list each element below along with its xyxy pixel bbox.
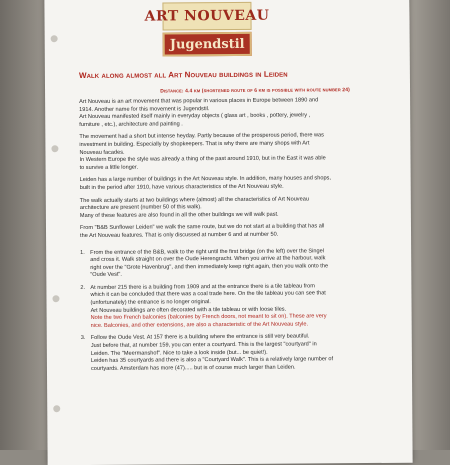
text-line: In Western Europe the style was already a thing of the past around 1910, but in the East it was able	[79, 155, 326, 164]
text-line: "Oude Vest".	[90, 272, 122, 279]
text-line: which it can be concluded that there was a coal trade here. On the tile tableau you can see that	[90, 290, 326, 299]
logo-jugendstil-text: Jugendstil	[163, 32, 252, 57]
heyday-paragraph	[79, 132, 404, 172]
text-line: Leiden has a large number of buildings in the Art Nouveau style. In addition, many houses and shops,	[79, 175, 331, 184]
punch-holes	[50, 0, 61, 465]
punch-hole	[52, 295, 59, 302]
step-number: 1.	[80, 249, 85, 256]
text-line: The walk actually starts at two buildings where (almost) all the characteristics of Art Nouveau	[79, 195, 309, 204]
highlighted-note-line: Note the two French balconies (balconies by French doors, not meant to sit on). These are very	[90, 313, 327, 322]
distance-subtitle: Distance: 4.4 km (shortened route of 6 km is possible with route number 24)	[160, 87, 350, 95]
text-line: courtyards. Amsterdam has more (47)..... but is of course much larger than Leiden.	[90, 364, 296, 372]
text-line: At number 215 there is a building from 1909 and at the entrance there is a tile tableau from	[90, 283, 315, 291]
punch-hole	[51, 145, 58, 152]
background-right	[410, 0, 450, 450]
route-step-2	[80, 283, 405, 331]
text-line: right over the "Grote Havenbrug", and then immediately keep right again, then you walk onto the	[90, 262, 329, 271]
text-line: Just before that, at number 159, you can enter a courtyard. This is the largest "courtyard" in	[90, 341, 317, 349]
page-title: Walk along almost all Art Nouveau buildings in Leiden	[78, 69, 288, 81]
leiden-paragraph	[80, 175, 405, 192]
punch-hole	[53, 405, 60, 412]
text-line: Art Nouveau buildings are often decorated with a tile tableau or with loose tiles.	[90, 306, 287, 314]
route-steps-list	[80, 247, 406, 373]
text-line: From the entrance of the B&B, walk to the right until the first bridge (on the left) over the Singel	[90, 247, 325, 256]
text-line: 1914. Another name for this movement is Jugendstil.	[79, 105, 210, 113]
step-number: 2.	[80, 284, 86, 291]
walk-start-paragraph	[80, 195, 405, 220]
text-line: to survive a little longer.	[79, 164, 139, 171]
art-nouveau-logo	[144, 2, 270, 57]
text-line: Many of these features are also found in all the other buildings we will walk past.	[79, 211, 279, 219]
bnb-paragraph	[80, 223, 405, 240]
text-line: Art Nouveau is an art movement that was popular in various places in Europe between 1890 and	[79, 97, 319, 106]
logo-art-nouveau-text: ART NOUVEAU	[162, 2, 251, 31]
document-page	[44, 0, 412, 465]
text-line: Leiden has 35 courtyards and there is also a "Courtyard Walk". This is a relatively large number of	[90, 356, 334, 365]
text-line: Leiden. The "Meermanshof". Nice to take a look inside (but... be quiet!).	[90, 349, 268, 357]
text-line: built in the period after 1910, have various characteristics of the Art Nouveau style.	[79, 183, 284, 191]
step-number: 3.	[80, 335, 86, 342]
route-step-3	[81, 333, 406, 373]
text-line: (unfortunately) the entrance is no longer original.	[90, 299, 211, 307]
background-left	[0, 0, 48, 450]
text-line: The movement had a short but intense heyday. Partly because of the prosperous period, there was	[79, 132, 324, 141]
highlighted-note-line: nice. Balconies, and other extensions, are also a characteristic of the Art Nouveau style.	[90, 321, 309, 329]
intro-paragraph	[79, 97, 404, 130]
punch-hole	[51, 35, 58, 42]
text-line: From "B&B Sunflower Leiden" we walk the same route, but we do not start at a building that has all	[79, 223, 325, 232]
document-body	[79, 97, 406, 379]
text-line: Nouveau facades.	[79, 149, 125, 156]
text-line: investment in building. Especially by shopkeepers. That is why there are many shops with Art	[79, 140, 310, 149]
route-step-1	[80, 247, 405, 280]
text-line: Art Nouveau manifested itself mainly in everyday objects ( glass art , books , pottery, jewelry ,	[79, 112, 311, 121]
text-line: Follow the Oude Vest. At 157 there is a building where the entrance is still very beautiful.	[90, 333, 310, 342]
text-line: furniture , etc.), architecture and painting .	[79, 121, 183, 128]
text-line: the Art Nouveau features. That is only discussed at number 6 and at number 50.	[80, 231, 279, 239]
text-line: and cross it. Walk straight on over the Oude Herengracht. When you arrive at the harbour, walk	[90, 255, 326, 264]
text-line: architecture are present (number 50 of this walk).	[79, 204, 202, 212]
